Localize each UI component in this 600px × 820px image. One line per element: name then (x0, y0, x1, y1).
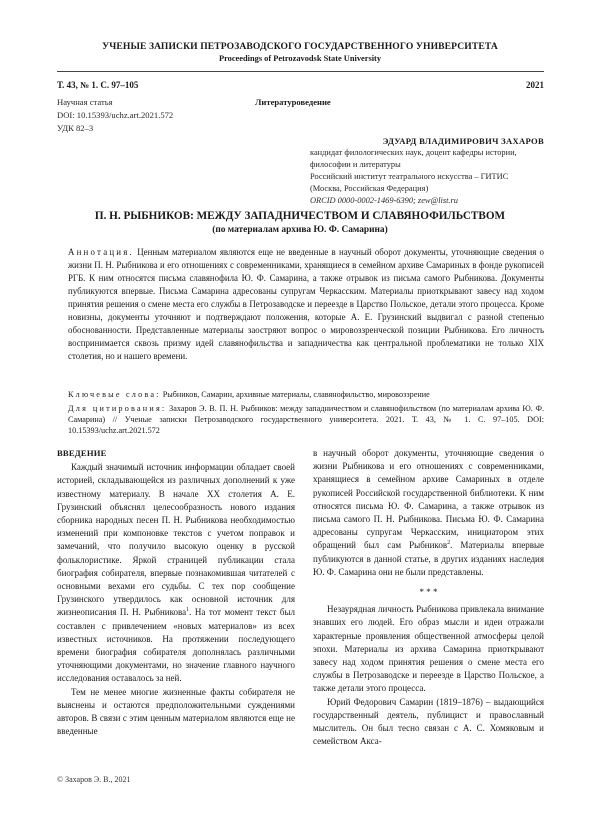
abstract (68, 246, 544, 363)
article-subtitle: (по материалам архива Ю. Ф. Самарина) (212, 225, 388, 235)
section-name: Литературоведение (255, 97, 331, 107)
journal-title: УЧЕНЫЕ ЗАПИСКИ ПЕТРОЗАВОДСКОГО ГОСУДАРСТВЕННОГО УНИВЕРСИТЕТА (102, 41, 498, 52)
author-affiliation-line: Российский институт театрального искусства – ГИТИС (310, 172, 509, 181)
body-column-right (313, 447, 544, 748)
paragraph: Тем не менее многие жизненные факты собирателя не выяснены и остаются предположительными суждениями авторов. В связи с этим ценным материалом являются еще не введенные (57, 686, 295, 737)
footnote-ref[interactable]: 2 (447, 540, 451, 547)
keywords-text: Рыбников, Самарин, архивные материалы, славянофильство, мировоззрение (162, 390, 430, 399)
header-divider (57, 71, 544, 72)
author-affiliation-line: (Москва, Российская Федерация) (310, 184, 429, 193)
udc: УДК 82–3 (57, 123, 94, 133)
section-heading: ВВЕДЕНИЕ (57, 448, 107, 458)
volume-pages: Т. 43, № 1. С. 97–105 (57, 80, 139, 90)
author-name: ЭДУАРД ВЛАДИМИРОВИЧ ЗАХАРОВ (382, 136, 544, 146)
journal-subtitle: Proceedings of Petrozavodsk State University (218, 54, 382, 63)
author-orcid-email[interactable]: ORCID 0000-0002-1469-6390; zew@list.ru (310, 196, 458, 205)
citation (68, 403, 544, 436)
publication-year: 2021 (526, 80, 544, 90)
author-affiliation-line: кандидат филологических наук, доцент кафедры истории, (310, 148, 517, 157)
paragraph: Незаурядная личность Рыбникова привлекала внимание знавших его людей. Его образ мысли и идеи отражали характерные проявления общественной атмосферы целой эпохи. Материалы из архива Самарина приоткрывают завесу над ходом принятия решения о смене места его службы в Петрозаводске и переезде в Царство Польское, а также детали этого процесса. (313, 604, 544, 694)
article-title: П. Н. РЫБНИКОВ: МЕЖДУ ЗАПАДНИЧЕСТВОМ И СЛАВЯНОФИЛЬСТВОМ (94, 210, 506, 222)
footnote-ref[interactable]: 1 (186, 607, 190, 614)
copyright: © Захаров Э. В., 2021 (57, 775, 131, 784)
paragraph: Юрий Федорович Самарин (1819–1876) – выдающийся государственный деятель, публицист и православный мыслитель. Он был тесно связан с А. С. Хомяковым и семейством Акса- (313, 696, 544, 747)
doi[interactable]: DOI: 10.15393/uchz.art.2021.572 (57, 110, 174, 120)
abstract-label: Аннотация. (68, 247, 134, 257)
section-separator: * * * (419, 587, 438, 598)
citation-text: Захаров Э. В. П. Н. Рыбников: между западничеством и славянофильством (по материалам архива Ю. Ф. Самарина) // Ученые записки Петрозаводского государственного университета. 2021. Т. 43, № 1. С. 97–105. DOI: 10.15393/uchz.art.2021.572 (68, 404, 545, 435)
keywords (68, 389, 544, 400)
paragraph: Каждый значимый источник информации обладает своей историей, складывающейся из различных дополнений к уже известному материалу. В начале XX столетия А. Е. Грузинский объяснял целесообразность нового издания сборника народных песен П. Н. Рыбникова необходимостью изменений при компоновке текстов с учетом поправок и замечаний, что получило высокую оценку в русской фольклористике. Яркой страницей публикации стала биография собирателя, впервые познакомившая читателей с основными вехами его судьбы. С тех пор сообщение Грузинского утвердилось как основной источник для жизнеописания П. Н. Рыбникова$^1$. На тот момент текст был составлен с привлечением «новых материалов» из всех известных источников. На протяжении последующего времени биография собирателя дополнялась различными уточняющими документами, но значение главного научного исследования оставалось за ней. (57, 462, 295, 684)
body-column-left (57, 447, 295, 738)
article-type: Научная статья (57, 97, 113, 107)
author-affiliation-line: философии и литературы (310, 160, 401, 169)
keywords-label: Ключевые слова: (68, 390, 161, 399)
citation-label: Для цитирования: (68, 404, 167, 413)
paragraph: в научный оборот документы, уточняющие сведения о жизни Рыбникова и его отношениях с современниками, хранящиеся в семейном архиве Самариных в отделе рукописей Российской государственной библиотеки. К ним относятся письма Ю. Ф. Самарина, а также отрывок из письма самого П. Н. Рыбникова. Письма Ю. Ф. Самарина адресованы супругам Черкасским, инициатором этих обращений был сам Рыбников$^2$. Материалы впервые публикуются в данной статье, в других изданиях наследия Ю. Ф. Самарина они не были представлены. (313, 448, 544, 577)
abstract-text: Ценным материалом являются еще не введенные в научный оборот документы, уточняющие сведения о жизни П. Н. Рыбникова и его отношениях с современниками, хранящиеся в семейном архиве Самариных в фонде рукописей РГБ. К ним относятся письма славянофила Ю. Ф. Самарина, а также отрывок из письма самого Рыбникова. Документы публикуются впервые. Письма Самарина адресованы супругам Черкасским. Материалы приоткрывают завесу над ходом принятия решения о смене места его службы в Петрозаводске и переезде в Царство Польское, детали этого процесса. Кроме новизны, документы уточняют и подтверждают положения, которые А. Е. Грузинский выдвигал с разной степенью обоснованности. Представленные материалы заостряют вопрос о мировоззренческой позиции Рыбникова. Его личность воспринимается сквозь призму идей славянофильства и западничества как центральной проблематики не только XIX столетия, но и нашего времени. (68, 247, 544, 361)
